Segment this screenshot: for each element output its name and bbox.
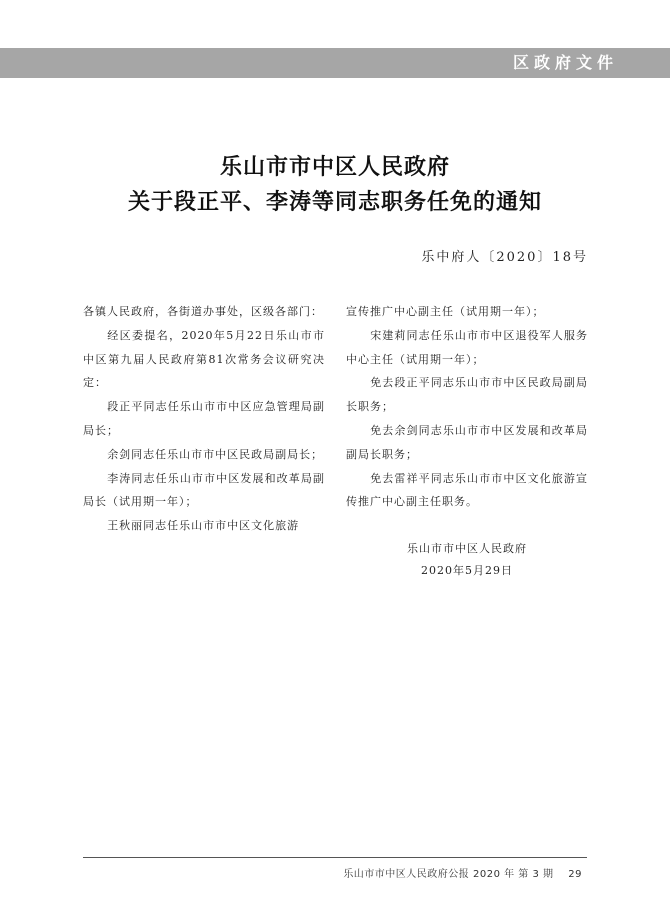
body-paragraph: 经区委提名，2020年5月22日乐山市市中区第九届人民政府第81次常务会议研究决定： <box>83 328 325 390</box>
body-paragraph: 段正平同志任乐山市市中区应急管理局副局长； <box>83 400 325 437</box>
page-footer <box>343 865 582 880</box>
body-paragraph: 宣传推广中心副主任（试用期一年）； <box>346 305 545 318</box>
body-paragraph: 李涛同志任乐山市市中区发展和改革局副局长（试用期一年）； <box>83 471 325 509</box>
body-paragraph: 免去雷祥平同志乐山市市中区文化旅游宣传推广中心副主任职务。 <box>346 471 588 509</box>
document-title-line2: 关于段正平、李涛等同志职务任免的通知 <box>127 189 542 215</box>
body-paragraph: 宋建莉同志任乐山市市中区退役军人服务中心主任（试用期一年）； <box>346 328 588 366</box>
body-paragraph: 王秋丽同志任乐山市市中区文化旅游 <box>107 519 300 533</box>
body-paragraph: 余剑同志任乐山市市中区民政局副局长； <box>107 447 324 461</box>
body-column-right <box>346 300 588 582</box>
signature-org: 乐山市市中区人民政府 <box>407 542 527 556</box>
document-title-line1: 乐山市市中区人民政府 <box>219 154 450 180</box>
document-number: 乐中府人〔2020〕18号 <box>421 250 588 265</box>
section-header-title: 区政府文件 <box>512 53 618 72</box>
footer-divider <box>83 857 587 858</box>
section-header-band <box>0 48 670 78</box>
body-paragraph: 免去余剑同志乐山市市中区发展和改革局副局长职务； <box>346 423 588 461</box>
footer-page-number: 29 <box>568 869 582 880</box>
body-column-left <box>83 300 325 538</box>
body-paragraph: 各镇人民政府，各街道办事处，区级各部门： <box>83 305 323 318</box>
footer-publication: 乐山市市中区人民政府公报 2020 年 第 3 期 <box>343 869 554 880</box>
body-paragraph: 免去段正平同志乐山市市中区民政局副局长职务； <box>346 376 588 414</box>
signature-block <box>346 538 588 582</box>
signature-date: 2020年5月29日 <box>421 564 513 578</box>
